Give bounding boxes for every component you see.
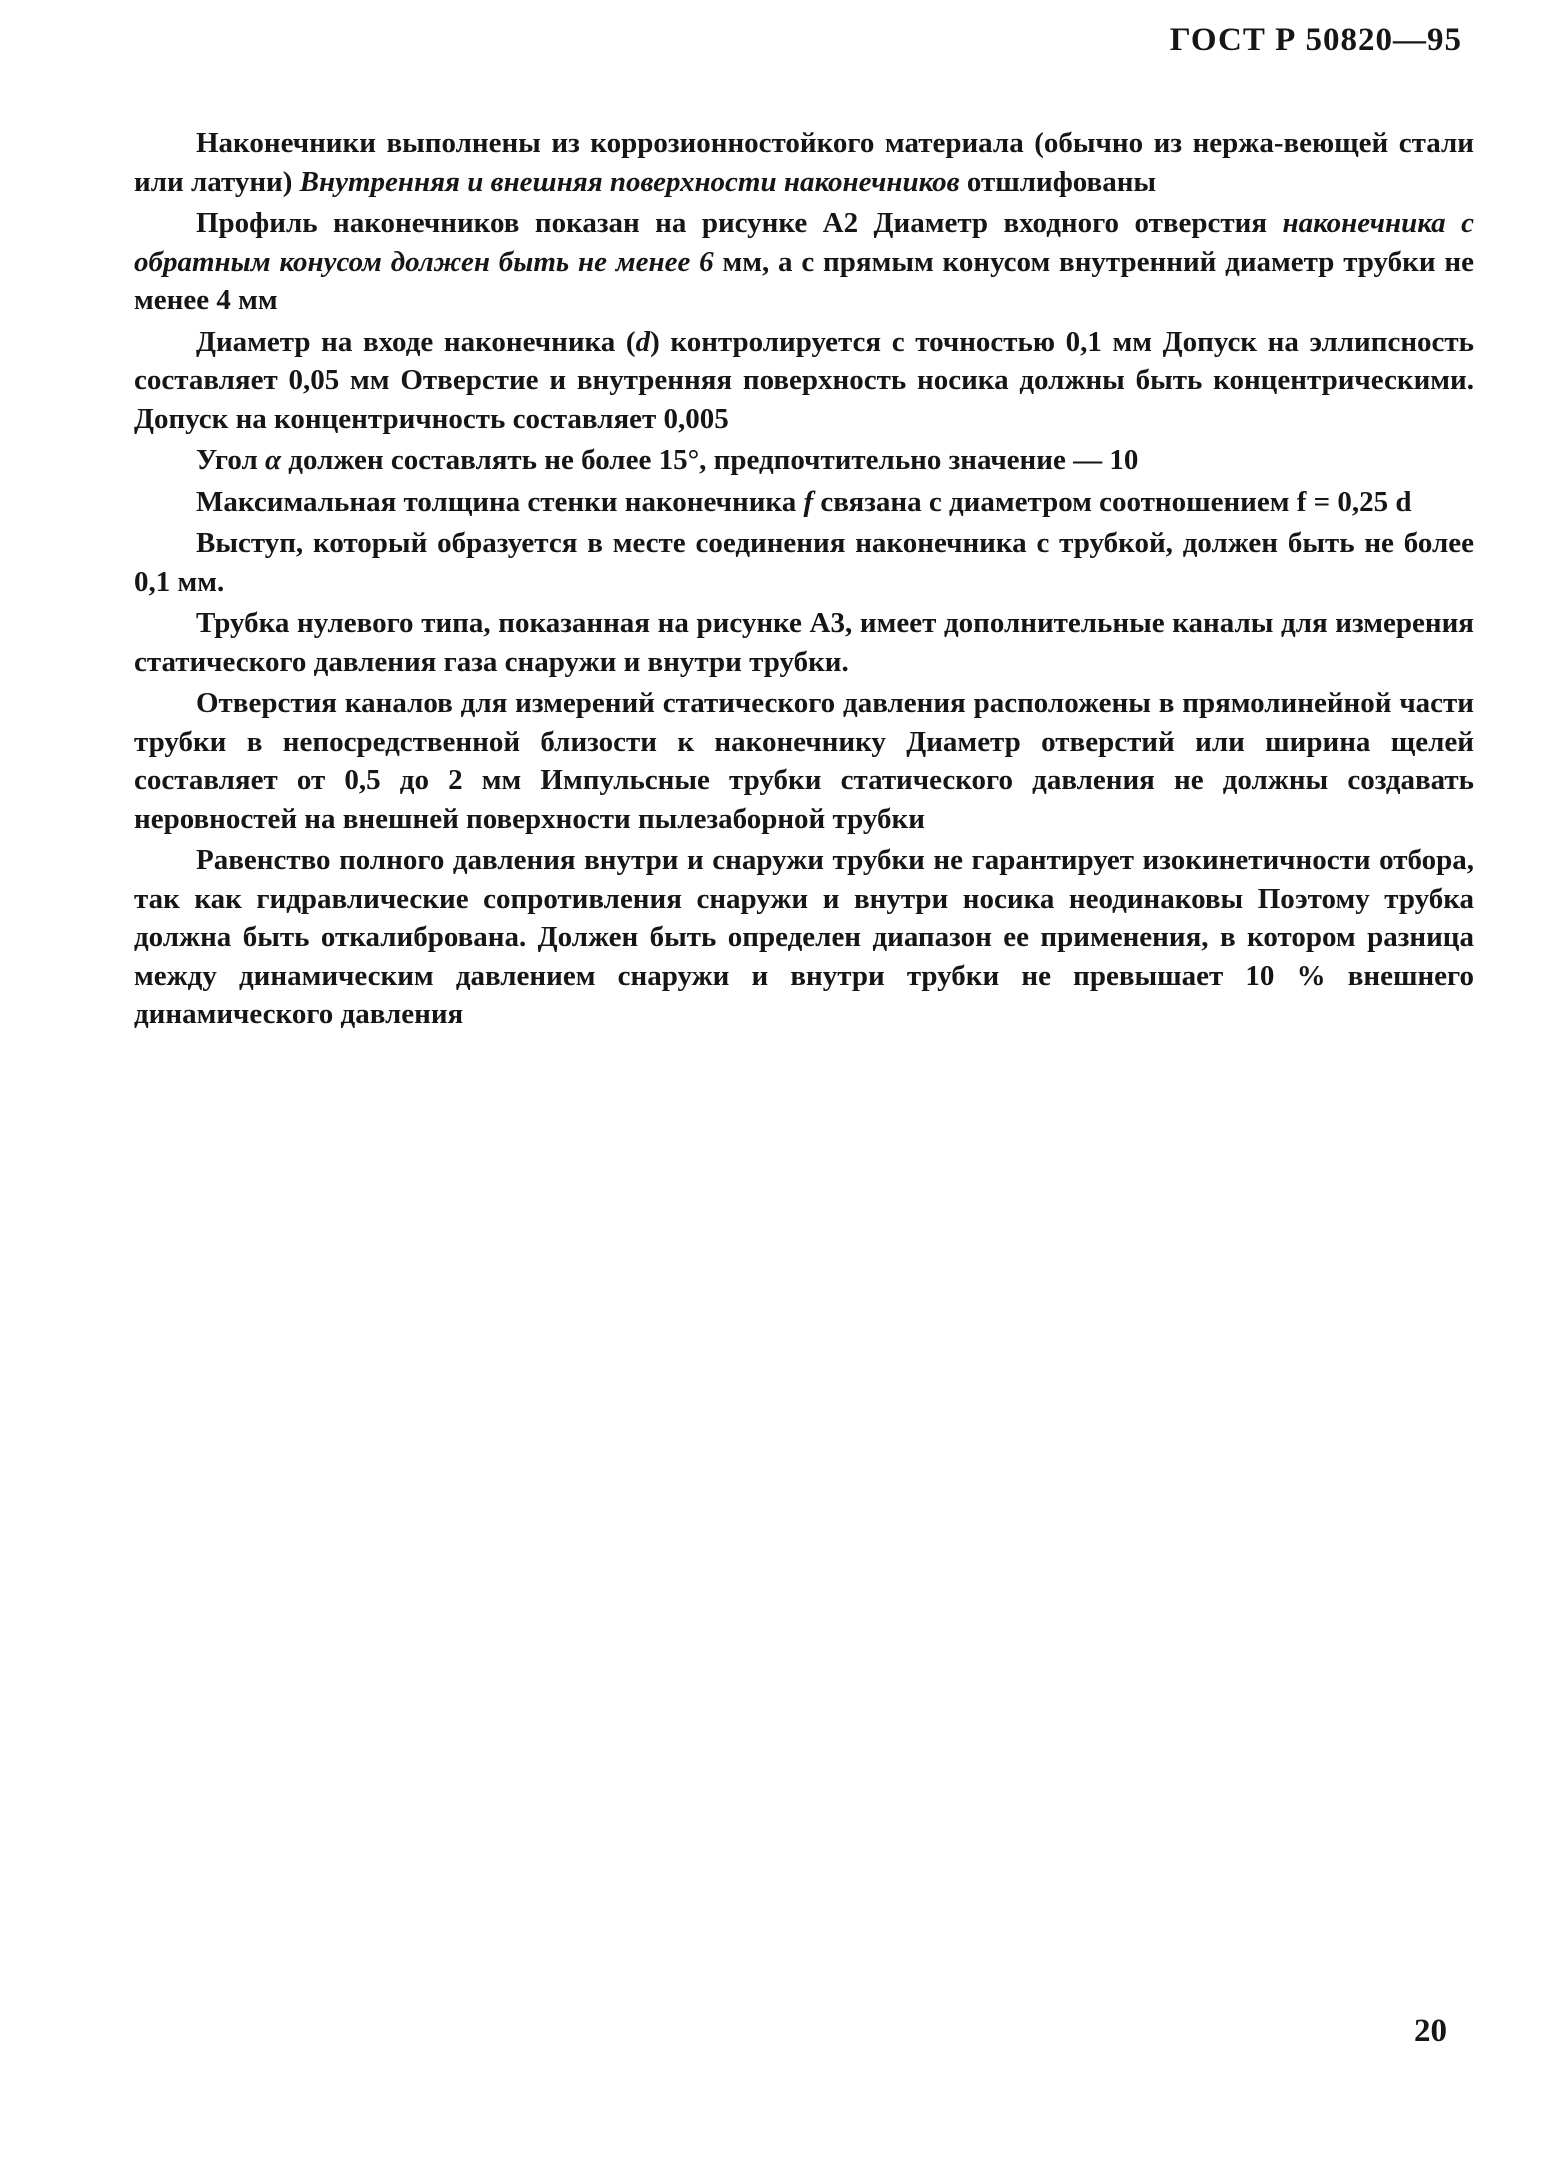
paragraph-5-tail: связана с диаметром соотношением f = 0,25 d [813,485,1412,518]
paragraph-7 [134,604,1474,681]
paragraph-6 [134,524,1474,601]
paragraph-2-text: Профиль наконечников показан на рисунке А2 Диаметр входного отверстия [196,207,1283,239]
paragraph-2-italic: наконечника с обратным конусом должен быть не менее 6 [134,207,1474,278]
paragraph-9-text: Равенство полного давления внутри и снаружи трубки не гарантирует изокинетичности отбора, так как гидравлические сопротивления снаружи и внутри носика неодинаковы Поэтому трубка должна быть откалибрована. Должен быть определен диапазон ее применения, в котором разница между динамическим давлением снаружи и внутри трубки не превышает 10 % внешнего динамического давления [134,844,1474,1030]
paragraph-1-italic: Внутренняя и внешняя поверхности наконечников [299,165,960,198]
paragraph-4 [134,441,1474,480]
paragraph-3-tail: ) контролируется с точностью 0,1 мм Допуск на эллипсность составляет 0,05 мм Отверстие и внутренняя поверхность носика должны быть концентрическими. Допуск на концентричность составляет 0,005 [134,325,1474,435]
paragraph-8 [134,684,1474,838]
paragraph-3 [134,323,1474,439]
paragraph-5-italic: f [803,485,814,518]
paragraph-6-text: Выступ, который образуется в месте соединения наконечника с трубкой, должен быть не более 0,1 мм. [134,527,1474,598]
paragraph-7-text: Трубка нулевого типа, показанная на рисунке А3, имеет дополнительные каналы для измерения статического давления газа снаружи и внутри трубки. [134,607,1474,678]
paragraph-1-tail: отшлифованы [959,165,1157,198]
standard-header: ГОСТ Р 50820—95 [1169,22,1462,58]
paragraph-1-text: Наконечники выполнены из коррозионностойкого материала (обычно из нержа-веющей стали или латуни) [134,127,1474,198]
paragraph-9 [134,841,1474,1034]
page-number: 20 [1414,2013,1447,2049]
paragraph-4-tail: должен составлять не более 15°, предпочтительно значение — 10 [281,444,1139,476]
paragraph-3-text: Диаметр на входе наконечника ( [196,325,636,358]
paragraph-3-italic: d [635,325,651,358]
paragraph-5 [134,483,1474,522]
paragraph-5-text: Максимальная толщина стенки наконечника [196,485,804,518]
paragraph-8-text: Отверстия каналов для измерений статического давления расположены в прямолинейной части трубки в непосредственной близости к наконечнику Диаметр отверстий или ширина щелей составляет от 0,5 до 2 мм Импульсные трубки статического давления не должны создавать неровностей на внешней поверхности пылезаборной трубки [134,687,1474,835]
paragraph-2 [134,204,1474,320]
paragraph-4-italic: α [265,444,282,476]
paragraph-2-tail: мм, а с прямым конусом внутренний диаметр трубки не менее 4 мм [134,245,1474,316]
document-body [134,124,1474,1037]
paragraph-4-text: Угол [196,444,265,476]
paragraph-1 [134,124,1474,201]
